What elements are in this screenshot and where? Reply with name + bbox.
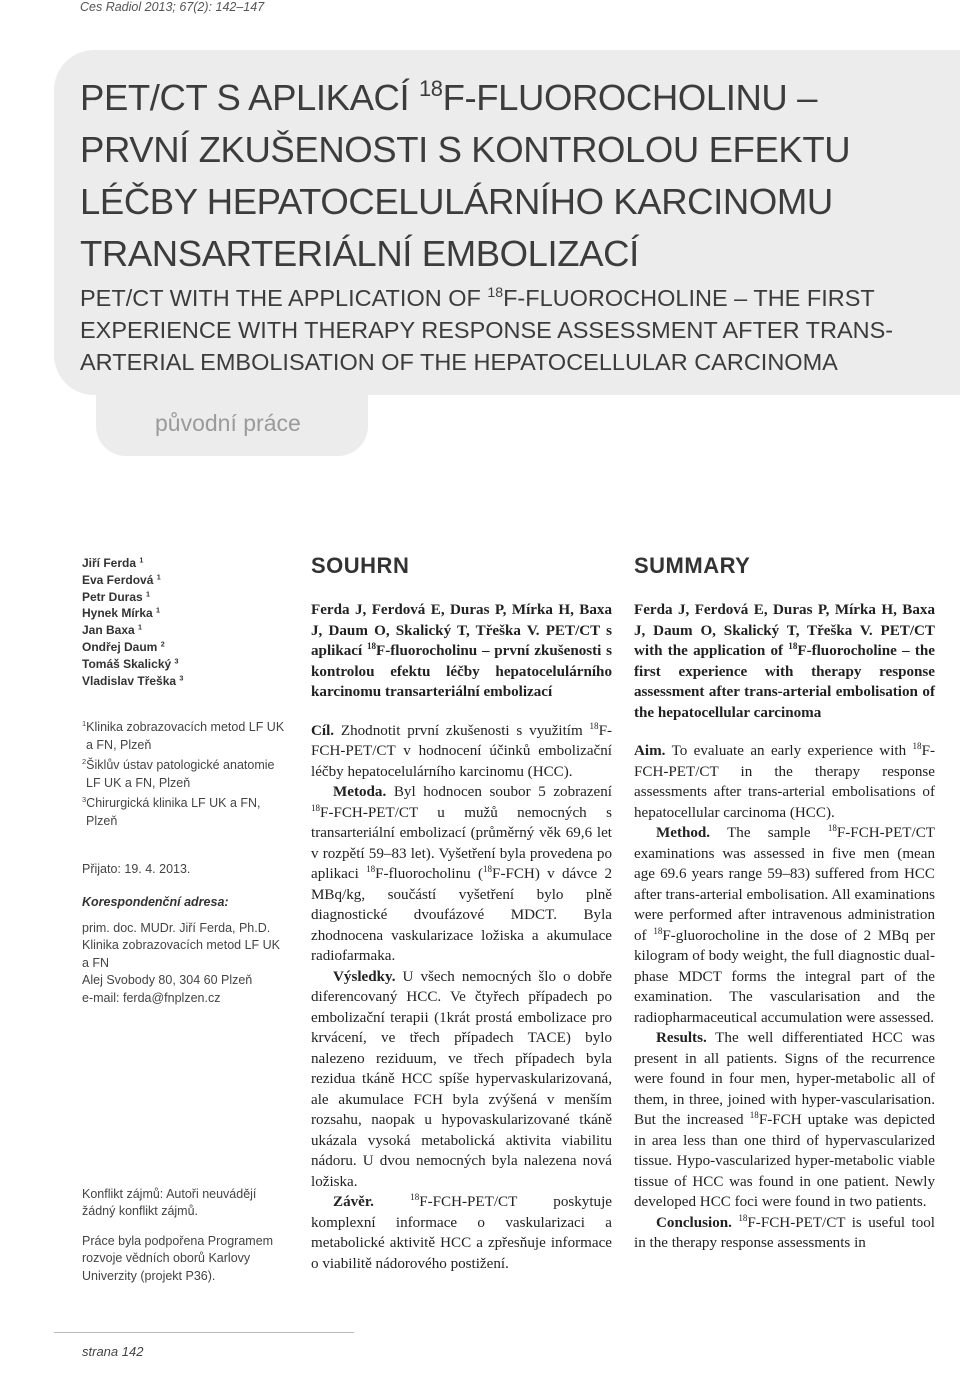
- correspondence-heading: Korespondenční adresa:: [82, 895, 229, 909]
- affiliation: $^2$Šiklův ústav patologické anatomie LF UK a FN, Plzeň: [82, 757, 275, 790]
- summary-heading: SUMMARY: [634, 553, 751, 578]
- souhrn-column: [311, 600, 612, 1274]
- author: Jiří Ferda $^1$: [82, 555, 144, 570]
- author: Jan Baxa $^1$: [82, 622, 143, 638]
- summary-results: Results. The well differentiated HCC was present in all patients. Signs of the recurrence were found in four men, hyper-metabolic all of them, in three, joined with hyper-vascularisation. But the increased $^{18}$F-FCH uptake was depicted in area less than one third of hypervascularized tissue. Hypo-vascularized hyper-metabolic viable tissue of HCC was found in one patient. Newly developed HCC foci were found in two patients.: [634, 1030, 935, 1210]
- souhrn-conclusion: Závěr. $^{18}$F-FCH-PET/CT poskytuje komplexní informace o vaskularizaci a metabolické aktivitě HCC a zpřesňuje informace o viabilitě nádorového postižení.: [311, 1192, 612, 1272]
- correspondence-line: a FN: [82, 955, 110, 970]
- summary-column: [634, 600, 935, 1254]
- affiliation: $^3$Chirurgická klinika LF UK a FN, Plzeň: [82, 795, 261, 828]
- summary-conclusion: Conclusion. $^{18}$F-FCH-PET/CT is useful tool in the therapy response assessments in: [634, 1212, 935, 1251]
- correspondence-address: [82, 920, 292, 1007]
- funding-note: Práce byla podpořena Programem rozvoje vědních oborů Karlovy Univerzity (projekt P36).: [82, 1234, 274, 1283]
- title-cz-line-1: PET/CT S APLIKACÍ $^{18}$F-FLUOROCHOLINU –: [80, 75, 818, 118]
- author: Hynek Mírka $^1$: [82, 605, 161, 621]
- article-type-label: původní práce: [155, 410, 301, 436]
- souhrn-aim: Cíl. Zhodnotit první zkušenosti s využitím $^{18}$F-FCH-PET/CT v hodnocení účinků embolizační léčby hepatocelulárního karcinomu (HCC).: [311, 720, 612, 780]
- conflict-of-interest: Konflikt zájmů: Autoři neuvádějí žádný konflikt zájmů.: [82, 1187, 257, 1219]
- page-number: strana 142: [82, 1344, 144, 1359]
- correspondence-line: Klinika zobrazovacích metod LF UK: [82, 938, 281, 953]
- affiliation-list: [82, 719, 292, 834]
- title-en-line-1: PET/CT WITH THE APPLICATION OF $^{18}$F-FLUOROCHOLINE – THE FIRST: [80, 283, 875, 311]
- received-date: Přijato: 19. 4. 2013.: [82, 862, 191, 876]
- author: Tomáš Skalický $^3$: [82, 656, 179, 671]
- author-list: [82, 555, 282, 689]
- souhrn-results: Výsledky. U všech nemocných šlo o dobře diferencovaný HCC. Ve čtyřech případech po embolizační terapii (1krát prostá embolizace pro krvácení, ve třech případech TACE) bylo nalezeno reziduum, ve třech případech byla rezidua tkáně HCC spíše hypervaskularizovaná, ale akumulace FCH byla zvýšená v menším rozsahu, naopak u hypovaskularizované tkáně ukázala vysoká metabolická aktivita viabilitu nádoru. U dvou nemocných byla nalezena nová ložiska.: [311, 968, 612, 1190]
- author: Ondřej Daum $^2$: [82, 639, 165, 654]
- title-cz-line-4: TRANSARTERIÁLNÍ EMBOLIZACÍ: [80, 233, 639, 274]
- title-english: [80, 282, 940, 378]
- title-en-line-3: ARTERIAL EMBOLISATION OF THE HEPATOCELLULAR CARCINOMA: [80, 349, 838, 375]
- correspondence-line: Alej Svobody 80, 304 60 Plzeň: [82, 973, 253, 988]
- souhrn-heading: SOUHRN: [311, 553, 410, 578]
- affiliation: $^1$Klinika zobrazovacích metod LF UK a FN, Plzeň: [82, 719, 285, 752]
- souhrn-method: Metoda. Byl hodnocen soubor 5 zobrazení $^{18}$F-FCH-PET/CT u mužů nemocných s transarteriální embolizací (průměrný věk 69,6 let v rozpětí 59–83 let). Vyšetření byla provedena po aplikaci $^{18}$F-fluorocholinu ($^{18}$F-FCH) v dávce 2 MBq/kg, součástí vyšetření bylo plně diagnostické dvoufázové MDCT. Byla zhodnocena vaskularizace ložiska a akumulace radiofarmaka.: [311, 784, 612, 964]
- title-en-line-2: EXPERIENCE WITH THERAPY RESPONSE ASSESSMENT AFTER TRANS-: [80, 317, 894, 343]
- author: Vladislav Třeška $^3$: [82, 672, 184, 688]
- title-cz-line-3: LÉČBY HEPATOCELULÁRNÍHO KARCINOMU: [80, 181, 833, 222]
- correspondence-email[interactable]: e-mail: ferda@fnplzen.cz: [82, 990, 221, 1005]
- journal-reference: Ces Radiol 2013; 67(2): 142–147: [80, 0, 265, 14]
- author: Eva Ferdová $^1$: [82, 572, 161, 587]
- title-cz-line-2: PRVNÍ ZKUŠENOSTI S KONTROLOU EFEKTU: [80, 129, 851, 170]
- correspondence-line: prim. doc. MUDr. Jiří Ferda, Ph.D.: [82, 921, 271, 935]
- author: Petr Duras $^1$: [82, 588, 151, 604]
- title-czech: [80, 72, 940, 280]
- summary-aim: Aim. To evaluate an early experience with $^{18}$F-FCH-PET/CT in the therapy response assessments after trans-arterial embolisations of hepatocellular carcinoma (HCC).: [634, 741, 935, 821]
- souhrn-citation: Ferda J, Ferdová E, Duras P, Mírka H, Baxa J, Daum O, Skalický T, Třeška V. PET/CT s aplikací $^{18}$F-fluorocholinu – první zkušenosti s kontrolou efektu léčby hepatocelulárního karcinomu transarteriální embolizací: [311, 602, 612, 700]
- summary-method: Method. The sample $^{18}$F-FCH-PET/CT examinations was assessed in five men (mean age 69.6 years range 59–83) suffered from HCC after trans-arterial embolisation. All examinations were performed after intravenous administration of $^{18}$F-gluorocholine in the dose of 2 MBq per kilogram of body weight, the full diagnostic dual-phase MDCT forms the integral part of the examination. The vascularisation and the radiopharmaceutical accumulation were assessed.: [634, 823, 935, 1026]
- summary-citation: Ferda J, Ferdová E, Duras P, Mírka H, Baxa J, Daum O, Skalický T, Třeška V. PET/CT with the application of $^{18}$F-fluorocholine – the first experience with therapy response assessment after trans-arterial embolisation of the hepatocellular carcinoma: [634, 602, 935, 721]
- footer-divider: [54, 1332, 354, 1333]
